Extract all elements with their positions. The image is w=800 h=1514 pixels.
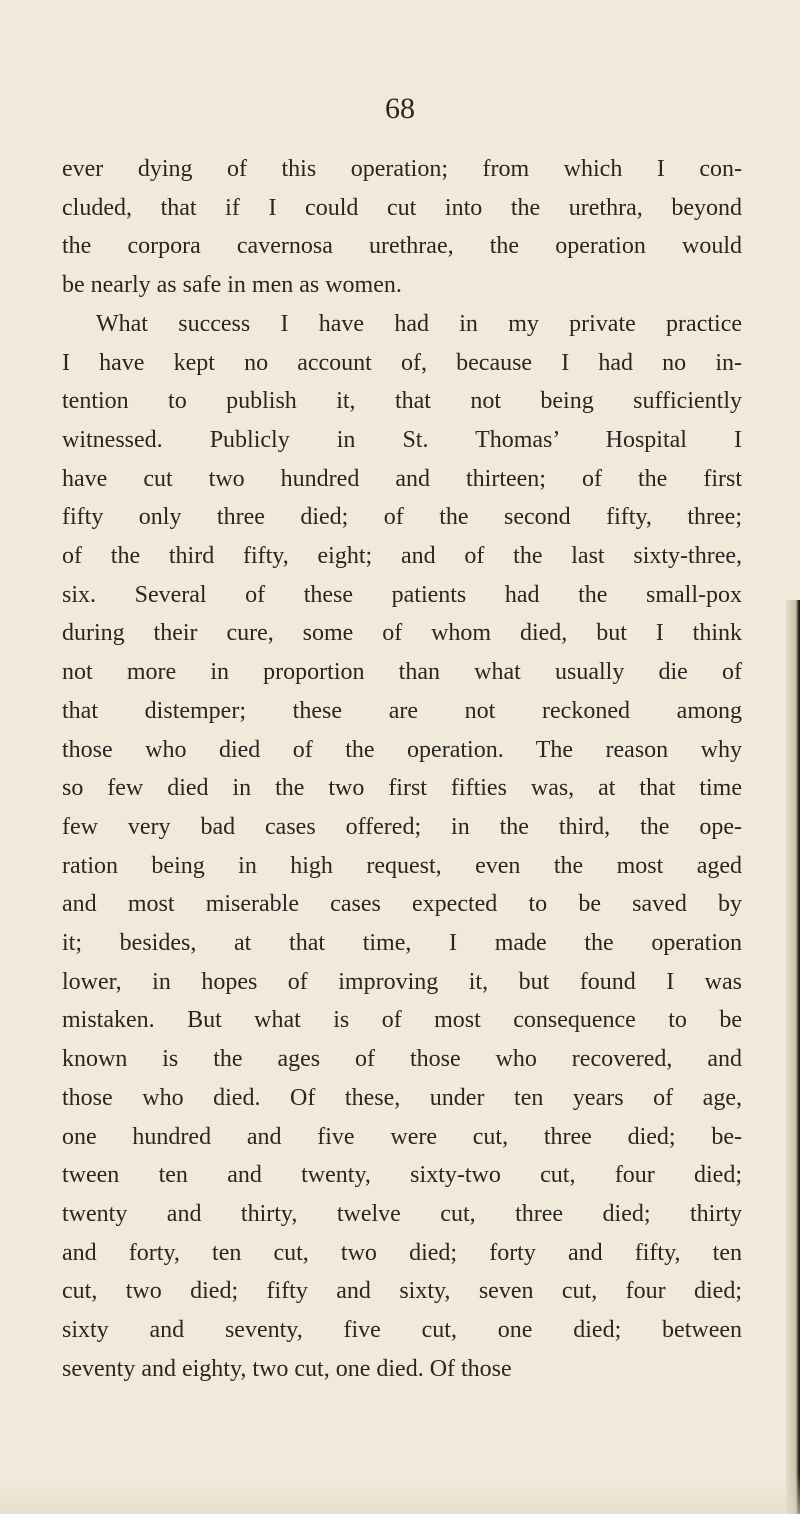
text-line: known is the ages of those who recovered, and: [62, 1046, 742, 1073]
text-line: tween ten and twenty, sixty-two cut, four died;: [62, 1162, 742, 1189]
text-line: cut, two died; fifty and sixty, seven cut, four died;: [62, 1278, 742, 1305]
text-line: lower, in hopes of improving it, but found I was: [62, 968, 742, 995]
text-line: of the third fifty, eight; and of the last sixty-three,: [62, 543, 742, 570]
text-line: the corpora cavernosa urethrae, the operation would: [62, 233, 742, 260]
text-line: seventy and eighty, two cut, one died. Of those: [62, 1355, 512, 1382]
text-line: those who died of the operation. The reason why: [62, 736, 742, 763]
text-line: What success I have had in my private practice: [96, 310, 742, 337]
text-line: sixty and seventy, five cut, one died; between: [62, 1317, 742, 1344]
text-line: be nearly as safe in men as women.: [62, 272, 402, 299]
text-line: it; besides, at that time, I made the operation: [62, 930, 742, 957]
text-line: and most miserable cases expected to be saved by: [62, 891, 742, 918]
text-line: cluded, that if I could cut into the urethra, beyond: [62, 194, 742, 221]
text-line: ration being in high request, even the most aged: [62, 852, 742, 879]
text-line: so few died in the two first fifties was, at that time: [62, 775, 742, 802]
text-line: ever dying of this operation; from which I con-: [62, 156, 742, 182]
text-line: witnessed. Publicly in St. Thomas’ Hospital I: [62, 426, 742, 453]
text-line: twenty and thirty, twelve cut, three died; thirty: [62, 1200, 742, 1227]
text-line: few very bad cases offered; in the third, the ope-: [62, 813, 742, 840]
text-line: mistaken. But what is of most consequence to be: [62, 1007, 742, 1034]
text-line: that distemper; these are not reckoned among: [62, 697, 742, 724]
page-number: 68: [385, 92, 415, 125]
text-line: tention to publish it, that not being sufficiently: [62, 388, 742, 415]
text-line: and forty, ten cut, two died; forty and fifty, ten: [62, 1239, 742, 1266]
text-line: six. Several of these patients had the small-pox: [62, 581, 742, 608]
text-line: one hundred and five were cut, three died; be-: [62, 1123, 742, 1150]
text-line: I have kept no account of, because I had no in-: [62, 349, 742, 376]
page-edge-shadow: [786, 600, 800, 1514]
text-line: those who died. Of these, under ten years of age,: [62, 1084, 742, 1111]
body-text: [62, 150, 742, 1389]
text-line: fifty only three died; of the second fifty, three;: [62, 504, 742, 531]
text-line: not more in proportion than what usually die of: [62, 659, 742, 686]
page-bottom-shade: [0, 1474, 800, 1514]
text-line: have cut two hundred and thirteen; of the first: [62, 465, 742, 492]
text-line: during their cure, some of whom died, but I think: [62, 620, 742, 647]
